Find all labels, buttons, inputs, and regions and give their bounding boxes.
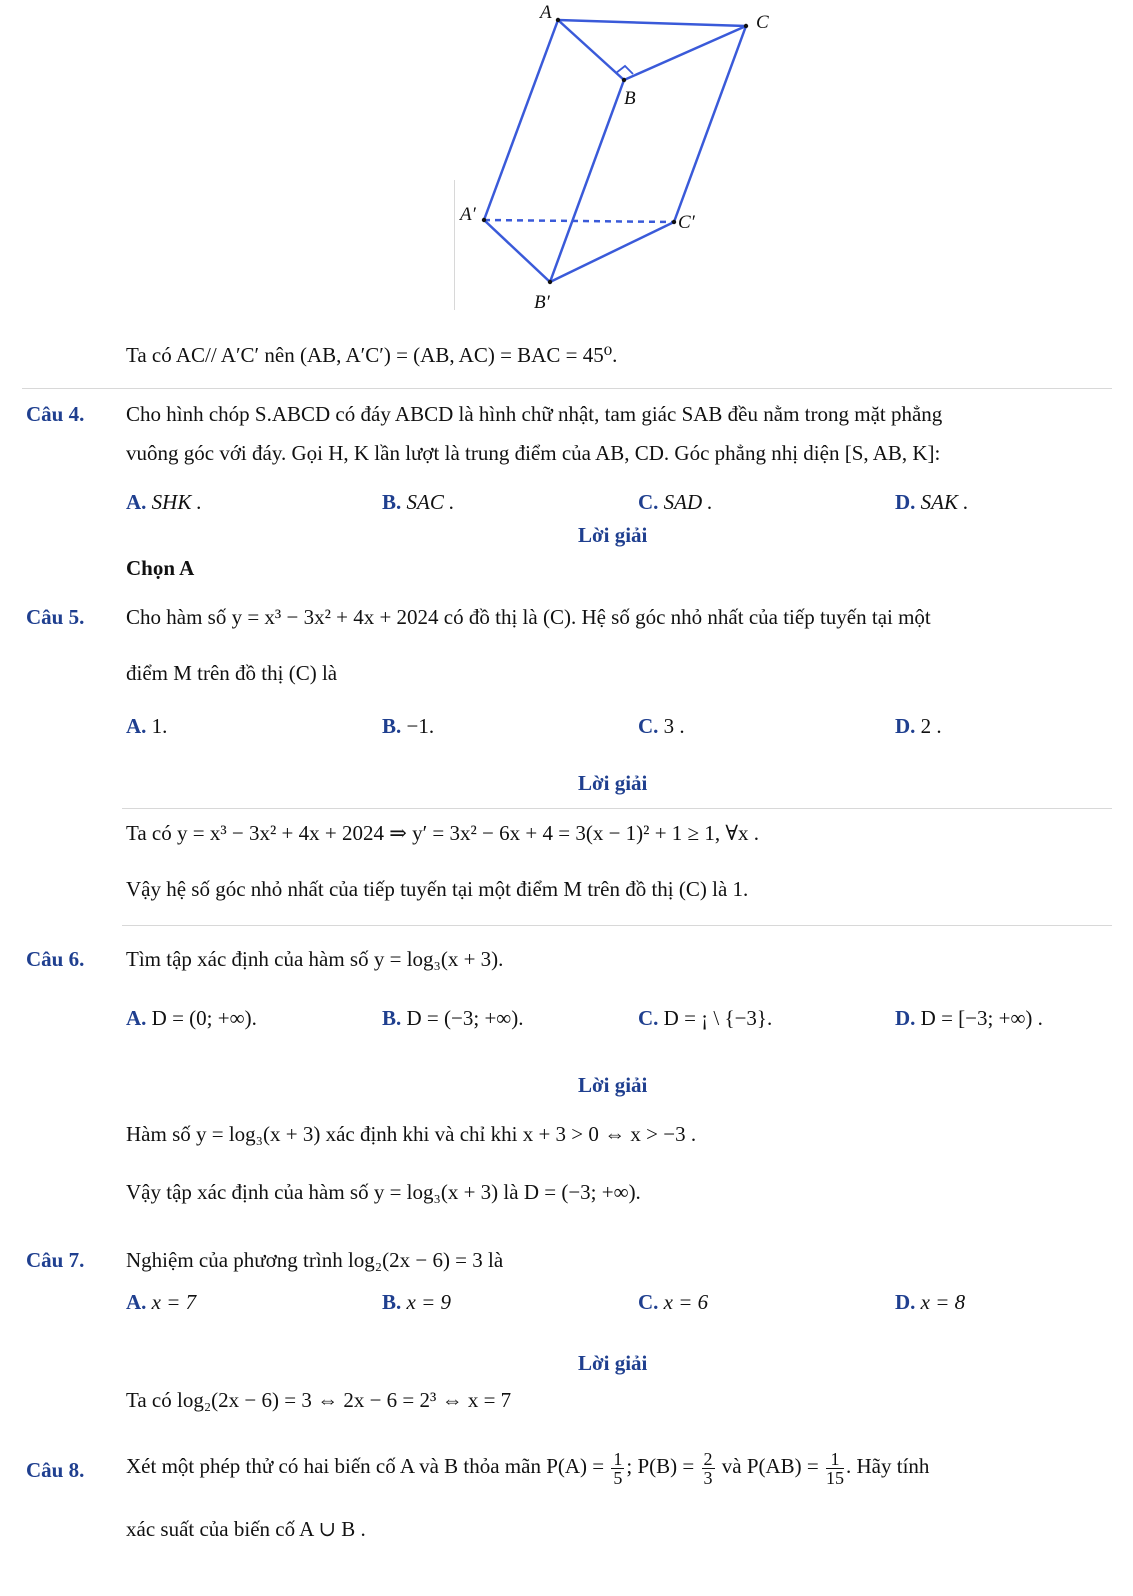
option-c: C. D = ¡ \ {−3}. [638,1006,773,1030]
option-a: A. SHK . [126,490,202,514]
q3-solution-line: Ta có AC// A′C′ nên (AB, A′C′) = (AB, AC) = BAC = 45⁰. [126,343,618,367]
option-a: A. x = 7 [126,1290,197,1314]
question-stem: xác suất của biến cố A ∪ B . [126,1517,366,1541]
edge-bc [624,26,746,80]
question-stem: Cho hình chóp S.ABCD có đáy ABCD là hình chữ nhật, tam giác SAB đều nằm trong mặt phẳng [126,402,943,426]
question-stem: điểm M trên đồ thị (C) là [126,661,338,685]
edge-cc1 [674,26,746,222]
question-label: Câu 8. [26,1458,85,1482]
vertex-label-c1: C′ [678,212,695,233]
option-c: C. SAD . [638,490,713,514]
solution-heading: Lời giải [578,771,648,795]
question-stem: vuông góc với đáy. Gọi H, K lần lượt là trung điểm của AB, CD. Góc phẳng nhị diện [S, AB, K]: [126,441,941,465]
solution-line: Ta có log₂(2x − 6) = 3 ⇔ 2x − 6 = 2³ ⇔ x = 7 [126,1388,512,1412]
prism-vertices [482,18,748,284]
fraction-pa: $\frac{1}{5}$ [613,1448,623,1488]
option-d: D. D = [−3; +∞) . [895,1006,1043,1030]
option-d: D. x = 8 [895,1290,966,1314]
question-stem: Tìm tập xác định của hàm số y = log₃(x + 3). [126,947,504,971]
option-c: C. x = 6 [638,1290,709,1314]
prism-figure [440,0,780,320]
figure-border [454,180,455,310]
option-a: A. 1. [126,714,168,738]
vertex-label-a1: A′ [460,204,476,225]
question-label: Câu 6. [26,947,85,971]
edge-a1b1 [484,220,550,282]
edge-ac [558,20,746,26]
vertex-label-b: B [624,88,636,109]
option-b: B. −1. [382,714,435,738]
option-a: A. D = (0; +∞). [126,1006,257,1030]
option-b: B. SAC . [382,490,455,514]
fraction-pab: $\frac{1}{15}$ [826,1448,845,1488]
option-c: C. 3 . [638,714,685,738]
option-d: D. SAK . [895,490,969,514]
question-stem: Nghiệm của phương trình log₂(2x − 6) = 3 là [126,1248,504,1272]
solution-line: Vậy hệ số góc nhỏ nhất của tiếp tuyến tại một điểm M trên đồ thị (C) là 1. [126,877,749,901]
option-b: B. D = (−3; +∞). [382,1006,524,1030]
prism-edges [484,20,746,282]
question-stem: Xét một phép thử có hai biến cố A và B thỏa mãn P(A) = $\frac{1}{5}$ ; P(B) = $\frac{2}{3}$ và P(AB) = $\frac{1}{15}$ . Hãy tính [126,1448,930,1488]
option-b: B. x = 9 [382,1290,452,1314]
question-label: Câu 7. [26,1248,85,1272]
solution-heading: Lời giải [578,1351,648,1375]
answer-choice: Chọn A [126,556,195,580]
right-angle-mark [616,66,633,74]
divider [22,388,1112,389]
solution-heading: Lời giải [578,523,648,547]
solution-heading: Lời giải [578,1073,648,1097]
option-d: D. 2 . [895,714,942,738]
solution-line: Ta có y = x³ − 3x² + 4x + 2024 ⇒ y′ = 3x² − 6x + 4 = 3(x − 1)² + 1 ≥ 1, ∀x . [126,821,759,845]
question-stem: Cho hàm số y = x³ − 3x² + 4x + 2024 có đồ thị là (C). Hệ số góc nhỏ nhất của tiếp tuyến tại một [126,605,931,629]
solution-line: Vậy tập xác định của hàm số y = log₃(x + 3) là D = (−3; +∞). [126,1180,641,1204]
edge-a1c1-hidden [484,220,674,222]
divider [122,925,1112,926]
fraction-pb: $\frac{2}{3}$ [703,1448,713,1488]
vertex-label-b1: B′ [534,292,550,313]
vertex-label-a: A [540,2,552,23]
edge-ab [558,20,624,80]
question-label: Câu 5. [26,605,85,629]
question-label: Câu 4. [26,402,85,426]
divider [122,808,1112,809]
edge-aa1 [484,20,558,220]
solution-line: Hàm số y = log₃(x + 3) xác định khi và chỉ khi x + 3 > 0 ⇔ x > −3 . [126,1122,697,1146]
vertex-label-c: C [756,12,769,33]
